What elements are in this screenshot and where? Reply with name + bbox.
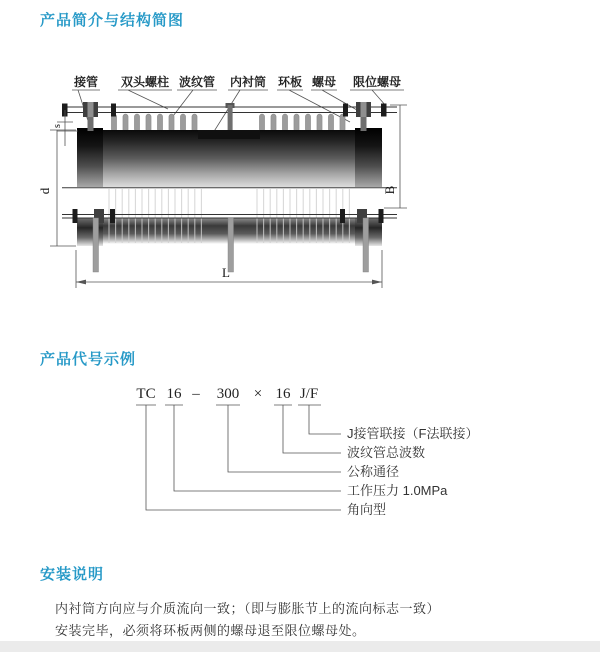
part-label-ring-plate: 环板 bbox=[277, 75, 303, 89]
callout-angular-type: 角向型 bbox=[347, 502, 387, 517]
install-text-line: 内衬筒方向应与介质流向一致；（即与膨胀节上的流向标志一致） bbox=[55, 601, 441, 616]
code-segment-dash: – bbox=[192, 386, 200, 402]
inner-liner-band bbox=[198, 130, 260, 139]
code-segment-connection: J/F bbox=[299, 386, 319, 402]
dim-label-d: d bbox=[37, 187, 52, 195]
part-label-bellows: 波纹管 bbox=[178, 75, 216, 89]
part-label-liner: 内衬筒 bbox=[229, 75, 267, 89]
part-label-limit-nut: 限位螺母 bbox=[352, 75, 402, 89]
diagram-part-labels bbox=[73, 74, 401, 89]
callout-working-pressure: 工作压力 1.0MPa bbox=[347, 483, 448, 498]
code-segment-type: TC bbox=[136, 386, 156, 402]
footer-band bbox=[0, 641, 600, 652]
center-stud-upper bbox=[226, 103, 235, 130]
dimension-s bbox=[52, 110, 78, 146]
dimension-b bbox=[382, 105, 407, 208]
nut-right bbox=[343, 104, 348, 117]
callout-nominal-diameter: 公称通径 bbox=[347, 464, 400, 479]
dim-label-b: B bbox=[382, 185, 397, 195]
product-code-diagram bbox=[0, 375, 600, 540]
section-title-intro: 产品简介与结构简图 bbox=[40, 12, 185, 29]
body-upper bbox=[77, 128, 382, 187]
dim-label-l: L bbox=[222, 265, 230, 280]
code-callout-lines bbox=[136, 405, 341, 510]
rod-hardware-upper bbox=[62, 102, 387, 131]
section-title-code: 产品代号示例 bbox=[40, 351, 137, 368]
code-segment-diameter: 300 bbox=[216, 386, 240, 402]
code-segments bbox=[136, 386, 318, 402]
code-segment-pressure: 16 bbox=[166, 386, 182, 402]
part-label-stud: 双头螺柱 bbox=[120, 75, 170, 89]
structure-diagram bbox=[0, 60, 470, 315]
code-callout-labels bbox=[347, 426, 478, 517]
dim-label-s: s bbox=[52, 124, 63, 128]
callout-connection: J接管联接（F法联接） bbox=[347, 426, 479, 441]
section-title-install: 安装说明 bbox=[40, 566, 105, 583]
install-text-line: 安装完毕，必须将环板两侧的螺母退至限位螺母处。 bbox=[55, 623, 366, 638]
nut-left bbox=[111, 104, 116, 117]
code-segment-waves: 16 bbox=[275, 386, 291, 402]
part-label-connecting-pipe: 接管 bbox=[73, 75, 99, 89]
callout-wave-count: 波纹管总波数 bbox=[347, 445, 426, 460]
part-label-nut: 螺母 bbox=[311, 75, 337, 89]
code-segment-times: × bbox=[253, 386, 263, 402]
limit-nut-right bbox=[381, 104, 387, 117]
